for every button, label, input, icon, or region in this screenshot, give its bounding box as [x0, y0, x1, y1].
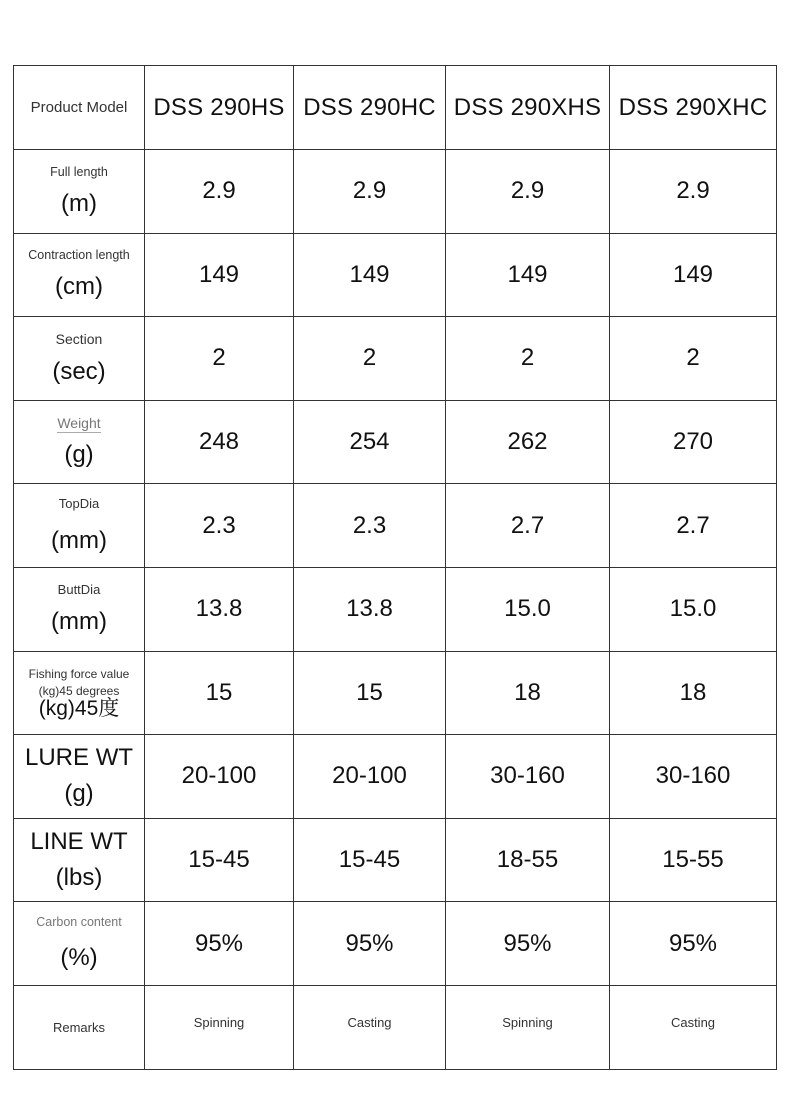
value-cell: 20-100 [294, 735, 446, 819]
value-cell: 20-100 [145, 735, 294, 819]
value-cell: 95% [446, 902, 610, 986]
model-cell: DSS 290HS [145, 66, 294, 150]
value-cell: 262 [446, 400, 610, 484]
section-label: Section (sec) [14, 317, 145, 401]
value-cell: 2.9 [446, 150, 610, 234]
value-cell: 18 [610, 651, 777, 735]
top-dia-label: TopDia (mm) [14, 484, 145, 568]
row-contraction-length [14, 233, 777, 317]
contraction-length-label: Contraction length (cm) [14, 233, 145, 317]
value-cell: 2.7 [610, 484, 777, 568]
row-fishing-force [14, 651, 777, 735]
value-cell: 2.9 [610, 150, 777, 234]
value-cell: 149 [294, 233, 446, 317]
model-cell: DSS 290HC [294, 66, 446, 150]
value-cell: 18-55 [446, 818, 610, 902]
remark-cell: Casting [294, 985, 446, 1069]
value-cell: 15 [294, 651, 446, 735]
row-butt-dia [14, 567, 777, 651]
row-carbon [14, 902, 777, 986]
value-cell: 2.7 [446, 484, 610, 568]
value-cell: 95% [145, 902, 294, 986]
value-cell: 2.3 [294, 484, 446, 568]
value-cell: 13.8 [145, 567, 294, 651]
full-length-label: Full length (m) [14, 150, 145, 234]
lure-wt-label: LURE WT (g) [14, 735, 145, 819]
value-cell: 270 [610, 400, 777, 484]
value-cell: 15-55 [610, 818, 777, 902]
value-cell: 2.9 [145, 150, 294, 234]
remark-cell: Casting [610, 985, 777, 1069]
value-cell: 30-160 [446, 735, 610, 819]
row-line-wt [14, 818, 777, 902]
value-cell: 248 [145, 400, 294, 484]
row-lure-wt [14, 735, 777, 819]
row-section [14, 317, 777, 401]
value-cell: 15 [145, 651, 294, 735]
row-product-model [14, 66, 777, 150]
value-cell: 149 [610, 233, 777, 317]
model-cell: DSS 290XHC [610, 66, 777, 150]
line-wt-label: LINE WT (lbs) [14, 818, 145, 902]
value-cell: 95% [610, 902, 777, 986]
row-top-dia [14, 484, 777, 568]
remark-cell: Spinning [446, 985, 610, 1069]
value-cell: 254 [294, 400, 446, 484]
row-full-length [14, 150, 777, 234]
butt-dia-label: ButtDia (mm) [14, 567, 145, 651]
value-cell: 18 [446, 651, 610, 735]
value-cell: 149 [446, 233, 610, 317]
value-cell: 2 [446, 317, 610, 401]
value-cell: 2.3 [145, 484, 294, 568]
value-cell: 2.9 [294, 150, 446, 234]
value-cell: 15.0 [610, 567, 777, 651]
spec-table [13, 65, 777, 1070]
value-cell: 15.0 [446, 567, 610, 651]
row-weight [14, 400, 777, 484]
value-cell: 149 [145, 233, 294, 317]
fishing-force-label: Fishing force value (kg)45 degrees (kg)45度 [14, 651, 145, 735]
value-cell: 2 [610, 317, 777, 401]
value-cell: 15-45 [294, 818, 446, 902]
value-cell: 13.8 [294, 567, 446, 651]
value-cell: 15-45 [145, 818, 294, 902]
carbon-label: Carbon content (%) [14, 902, 145, 986]
weight-label: Weight (g) [14, 400, 145, 484]
value-cell: 30-160 [610, 735, 777, 819]
product-model-label: Product Model [14, 66, 145, 150]
model-cell: DSS 290XHS [446, 66, 610, 150]
value-cell: 95% [294, 902, 446, 986]
value-cell: 2 [145, 317, 294, 401]
value-cell: 2 [294, 317, 446, 401]
remarks-label: Remarks [14, 985, 145, 1069]
row-remarks [14, 985, 777, 1069]
remark-cell: Spinning [145, 985, 294, 1069]
